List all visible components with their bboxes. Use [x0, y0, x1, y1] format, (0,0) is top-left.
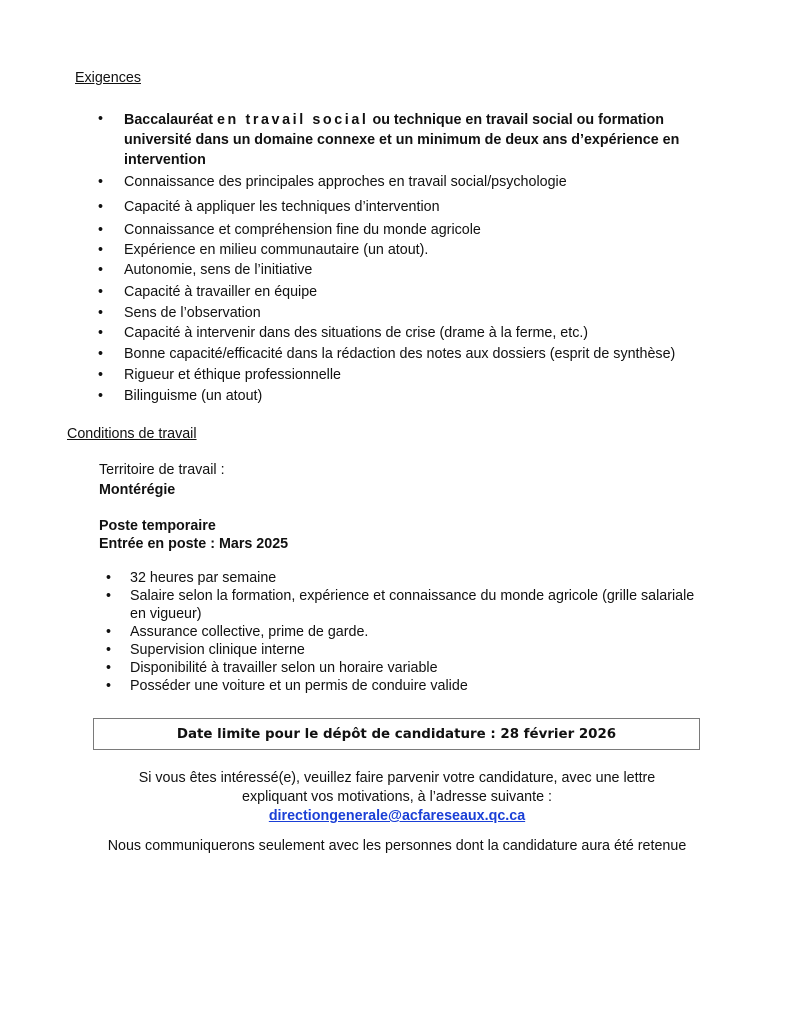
requirement-item: Connaissance des principales approches en travail social/psychologie	[124, 174, 567, 190]
bullet-icon: •	[98, 367, 104, 383]
deadline-text: Date limite pour le dépôt de candidature : 28 février 2026	[176, 726, 617, 742]
territory-value: Montérégie	[99, 482, 176, 498]
degree-text-spaced: en travail social	[217, 112, 369, 128]
bullet-icon: •	[98, 305, 104, 321]
condition-item: Salaire selon la formation, expérience et connaissance du monde agricole (grille salariale	[130, 588, 695, 604]
bullet-icon: •	[98, 325, 104, 341]
email-link[interactable]: directiongenerale@acfareseaux.qc.ca	[268, 808, 526, 824]
requirement-item: Sens de l’observation	[124, 305, 261, 321]
requirement-item: Bonne capacité/efficacité dans la rédaction des notes aux dossiers (esprit de synthèse)	[124, 346, 676, 362]
conditions-heading: Conditions de travail	[67, 426, 197, 442]
bullet-icon: •	[106, 660, 112, 676]
deadline-box	[93, 718, 700, 750]
requirement-item: Autonomie, sens de l’initiative	[124, 262, 313, 278]
start-date: Entrée en poste : Mars 2025	[99, 536, 289, 552]
condition-item-continuation: en vigueur)	[130, 606, 202, 622]
bullet-icon: •	[106, 678, 112, 694]
requirement-item: Capacité à appliquer les techniques d’intervention	[124, 199, 440, 215]
degree-text-part3: ou technique en travail social ou formation	[368, 112, 664, 128]
degree-text-line2: université dans un domaine connexe et un minimum de deux ans d’expérience en	[124, 132, 680, 148]
bullet-icon: •	[106, 624, 112, 640]
bullet-icon: •	[98, 262, 104, 278]
application-note: Nous communiquerons seulement avec les personnes dont la candidature aura été retenue	[107, 838, 687, 854]
requirement-item: Capacité à travailler en équipe	[124, 284, 318, 300]
bullet-icon: •	[98, 199, 104, 215]
requirement-item: Connaissance et compréhension fine du monde agricole	[124, 222, 481, 238]
bullet-icon: •	[106, 642, 112, 658]
condition-item: Posséder une voiture et un permis de conduire valide	[130, 678, 468, 694]
bullet-icon: •	[98, 346, 104, 362]
bullet-icon: •	[98, 222, 104, 238]
degree-text-line3: intervention	[124, 152, 206, 168]
condition-item: Disponibilité à travailler selon un horaire variable	[130, 660, 438, 676]
bullet-icon: •	[98, 388, 104, 404]
exigences-heading: Exigences	[75, 70, 141, 86]
condition-item: Assurance collective, prime de garde.	[130, 624, 369, 640]
bullet-icon: •	[98, 242, 104, 258]
territory-label: Territoire de travail :	[99, 462, 225, 478]
degree-text-part1: Baccalauréat	[124, 112, 217, 128]
requirement-item-degree	[124, 110, 724, 170]
application-line1: Si vous êtes intéressé(e), veuillez faire parvenir votre candidature, avec une lettre	[138, 770, 656, 786]
requirement-item: Capacité à intervenir dans des situations de crise (drame à la ferme, etc.)	[124, 325, 589, 341]
requirement-item: Bilinguisme (un atout)	[124, 388, 263, 404]
requirement-item: Rigueur et éthique professionnelle	[124, 367, 341, 383]
requirement-item: Expérience en milieu communautaire (un atout).	[124, 242, 429, 258]
bullet-icon: •	[106, 570, 112, 586]
condition-item: 32 heures par semaine	[130, 570, 277, 586]
bullet-icon: •	[98, 284, 104, 300]
bullet-icon: •	[98, 111, 104, 127]
post-type: Poste temporaire	[99, 518, 216, 534]
bullet-icon: •	[106, 588, 112, 604]
bullet-icon: •	[98, 174, 104, 190]
condition-item: Supervision clinique interne	[130, 642, 305, 658]
application-line2: expliquant vos motivations, à l’adresse suivante :	[242, 789, 552, 805]
